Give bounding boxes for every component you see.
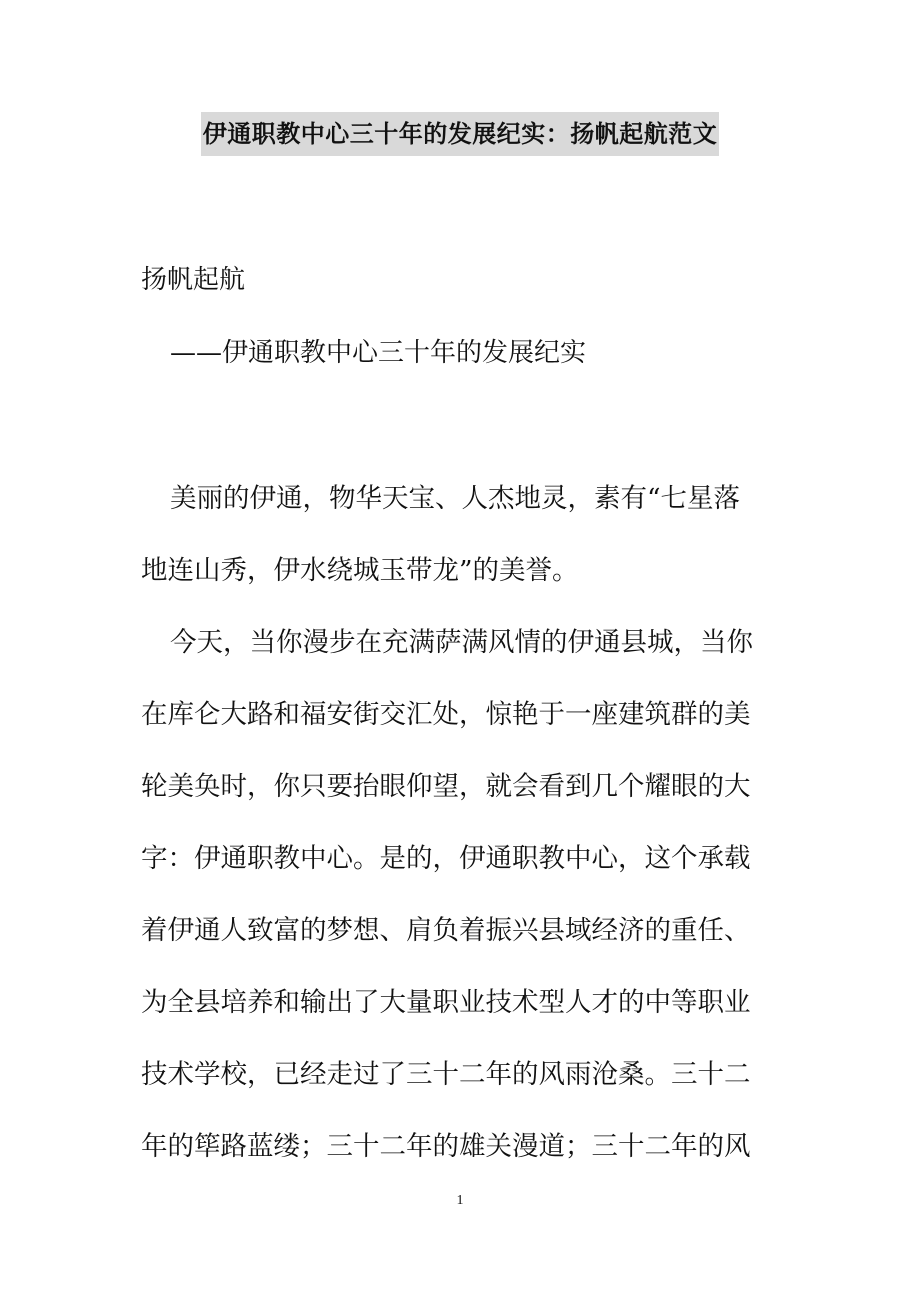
document-title: 伊通职教中心三十年的发展纪实：扬帆起航范文 (201, 112, 720, 156)
body-text (141, 479, 781, 1199)
paragraph-line: 年的筚路蓝缕；三十二年的雄关漫道；三十二年的风 (141, 1131, 751, 1162)
paragraph-line: 在库仑大路和福安街交汇处，惊艳于一座建筑群的美 (141, 699, 751, 730)
paragraph-line: 轮美奂时，你只要抬眼仰望，就会看到几个耀眼的大 (141, 771, 751, 802)
section-subheading: ——伊通职教中心三十年的发展纪实 (170, 338, 587, 368)
paragraph-line: 为全县培养和输出了大量职业技术型人才的中等职业 (141, 987, 751, 1018)
paragraph-line: 字：伊通职教中心。是的，伊通职教中心，这个承载 (141, 843, 751, 874)
section-heading: 扬帆起航 (141, 265, 246, 295)
paragraph-line: 美丽的伊通，物华天宝、人杰地灵，素有“七星落 (170, 483, 741, 514)
paragraph-line: 着伊通人致富的梦想、肩负着振兴县域经济的重任、 (141, 915, 751, 946)
title-container (0, 112, 920, 156)
paragraph-line: 技术学校，已经走过了三十二年的风雨沧桑。三十二 (141, 1059, 751, 1090)
paragraph-line: 地连山秀，伊水绕城玉带龙”的美誉。 (141, 555, 579, 586)
paragraph-line: 今天，当你漫步在充满萨满风情的伊通县城，当你 (170, 627, 753, 658)
page-number: 1 (456, 1193, 464, 1208)
